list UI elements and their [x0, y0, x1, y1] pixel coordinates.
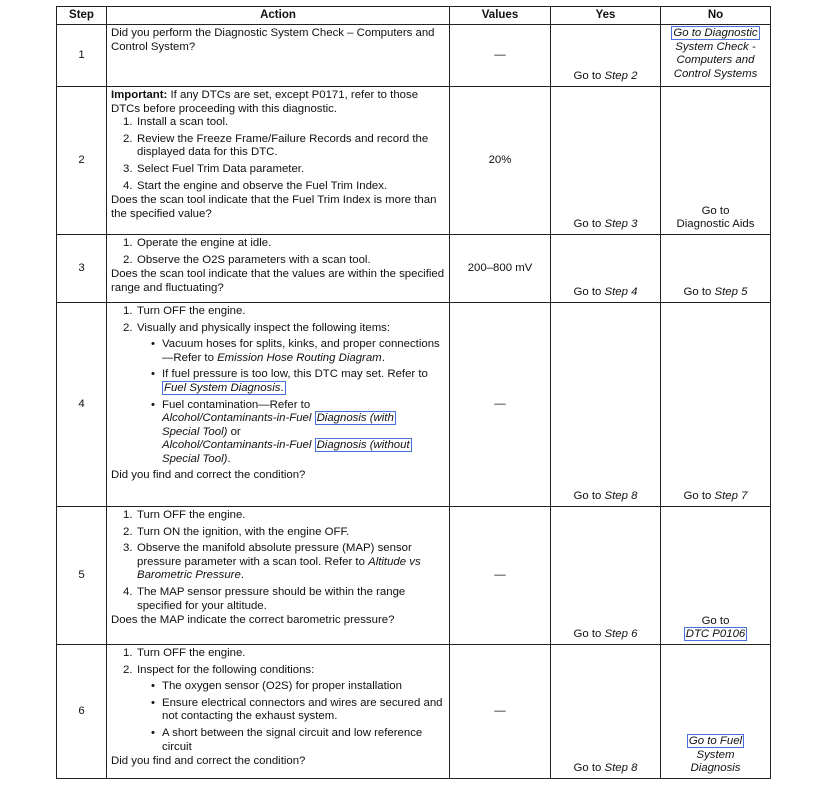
action-question: Did you perform the Diagnostic System Check – Computers and Control System? — [111, 27, 435, 53]
table-row — [57, 25, 771, 87]
header-values: Values — [450, 7, 551, 25]
action-cell — [107, 87, 450, 235]
table-row — [57, 303, 771, 507]
action-cell — [107, 303, 450, 507]
list-item: 2. Review the Freeze Frame/Failure Records and record the displayed data for this DTC. — [123, 132, 429, 159]
step-number: 4 — [57, 303, 107, 507]
step-number: 6 — [57, 645, 107, 779]
no-cell: Go to Diagnostic System Check - Computers and Control Systems — [661, 25, 771, 87]
yes-cell: Go to Step 3 — [551, 87, 661, 235]
bullet-item: • If fuel pressure is too low, this DTC may set. Refer to Fuel System Diagnosis. — [151, 368, 428, 394]
link-contaminants-with-tool[interactable]: Diagnosis (with — [316, 412, 394, 425]
header-yes: Yes — [551, 7, 661, 25]
header-row — [57, 7, 771, 25]
list-item: 1. Turn OFF the engine. — [123, 509, 246, 521]
action-question: Does the scan tool indicate that the Fuel Trim Index is more than the specified value? — [111, 194, 437, 220]
link-fuel-system-diagnosis-no[interactable]: Go to Fuel — [688, 735, 743, 748]
action-cell — [107, 507, 450, 645]
yes-cell: Go to Step 8 — [551, 303, 661, 507]
list-item: 1. Turn OFF the engine. — [123, 305, 246, 317]
value-cell: — — [450, 645, 551, 779]
value-cell: — — [450, 303, 551, 507]
link-dtc-p0106[interactable]: DTC P0106 — [685, 628, 746, 641]
bullet-item: • A short between the signal circuit and low reference circuit — [151, 726, 423, 753]
yes-target[interactable]: Step 8 — [604, 762, 638, 775]
action-cell — [107, 25, 450, 87]
action-question: Did you find and correct the condition? — [111, 468, 306, 481]
value-cell: — — [450, 507, 551, 645]
yes-target[interactable]: Step 8 — [604, 490, 638, 503]
value-cell: 20% — [450, 87, 551, 235]
diagnostic-table — [56, 6, 771, 779]
action-question: Does the MAP indicate the correct barometric pressure? — [111, 614, 395, 627]
yes-target[interactable]: Step 2 — [604, 70, 638, 83]
table-row — [57, 87, 771, 235]
list-item: 2. Turn ON the ignition, with the engine OFF. — [123, 525, 350, 538]
yes-cell: Go to Step 2 — [551, 25, 661, 87]
table-row — [57, 507, 771, 645]
yes-cell: Go to Step 4 — [551, 235, 661, 303]
table-row — [57, 235, 771, 303]
list-item: 4. The MAP sensor pressure should be within the range specified for your altitude. — [123, 585, 406, 612]
ref-altitude-pressure: Altitude vs Barometric Pressure — [137, 555, 421, 582]
list-item: 1. Operate the engine at idle. — [123, 237, 272, 249]
link-contaminants-without-tool[interactable]: Diagnosis (without — [316, 439, 410, 452]
value-cell: — — [450, 25, 551, 87]
table-row — [57, 645, 771, 779]
no-cell: Go to Fuel System Diagnosis — [661, 645, 771, 779]
list-item: 4. Start the engine and observe the Fuel Trim Index. — [123, 179, 388, 192]
ref-emission-hose-routing: Emission Hose Routing Diagram — [217, 351, 382, 364]
step-number: 5 — [57, 507, 107, 645]
action-question: Did you find and correct the condition? — [111, 755, 306, 768]
yes-target[interactable]: Step 6 — [604, 628, 638, 641]
step-number: 1 — [57, 25, 107, 87]
bullet-item: • The oxygen sensor (O2S) for proper installation — [151, 680, 402, 693]
step-number: 3 — [57, 235, 107, 303]
yes-target[interactable]: Step 3 — [604, 218, 638, 231]
list-item: 2. Inspect for the following conditions: — [123, 663, 315, 676]
header-no: No — [661, 7, 771, 25]
list-item: 2. Observe the O2S parameters with a scan tool. — [123, 253, 371, 266]
no-cell: Go to DTC P0106 — [661, 507, 771, 645]
list-item: 3. Select Fuel Trim Data parameter. — [123, 162, 305, 175]
action-cell — [107, 645, 450, 779]
bullet-item: • Fuel contamination—Refer to Alcohol/Contaminants-in-Fuel Diagnosis (with Special Tool) or Alcohol/Contaminants-in-Fuel Diagnosis (without Special Tool). — [151, 398, 410, 465]
bullet-item: • Vacuum hoses for splits, kinks, and proper connections—Refer to Emission Hose Routing Diagram. — [151, 338, 440, 364]
step-number: 2 — [57, 87, 107, 235]
important-note: Important: If any DTCs are set, except P0171, refer to those DTCs before proceeding with this diagnostic. — [111, 89, 419, 115]
action-cell — [107, 235, 450, 303]
link-diagnostic-aids[interactable]: Diagnostic Aids — [676, 218, 755, 231]
yes-cell: Go to Step 8 — [551, 645, 661, 779]
list-item: 1. Install a scan tool. — [123, 116, 229, 129]
action-question: Does the scan tool indicate that the values are within the specified range and fluctuating? — [111, 268, 445, 294]
header-step: Step — [57, 7, 107, 25]
no-cell: Go to Step 7 — [661, 303, 771, 507]
link-diagnostic-system-check[interactable]: Go to Diagnostic — [673, 27, 758, 39]
value-cell: 200–800 mV — [450, 235, 551, 303]
list-item: 2. Visually and physically inspect the following items: — [123, 321, 391, 334]
list-item: 3. Observe the manifold absolute pressure (MAP) sensor pressure parameter with a scan tool. Refer to Altitude vs Barometric Pressure. — [123, 542, 421, 582]
no-cell: Go to Step 5 — [661, 235, 771, 303]
no-target[interactable]: Step 5 — [714, 286, 748, 299]
no-target[interactable]: Step 7 — [714, 490, 748, 503]
bullet-item: • Ensure electrical connectors and wires are secured and not contacting the exhaust system. — [151, 696, 443, 723]
yes-cell: Go to Step 6 — [551, 507, 661, 645]
no-cell: Go to Diagnostic Aids — [661, 87, 771, 235]
list-item: 1. Turn OFF the engine. — [123, 647, 246, 659]
header-action: Action — [107, 7, 450, 25]
yes-target[interactable]: Step 4 — [604, 286, 638, 299]
link-fuel-system-diagnosis[interactable]: Fuel System Diagnosis. — [164, 381, 284, 394]
